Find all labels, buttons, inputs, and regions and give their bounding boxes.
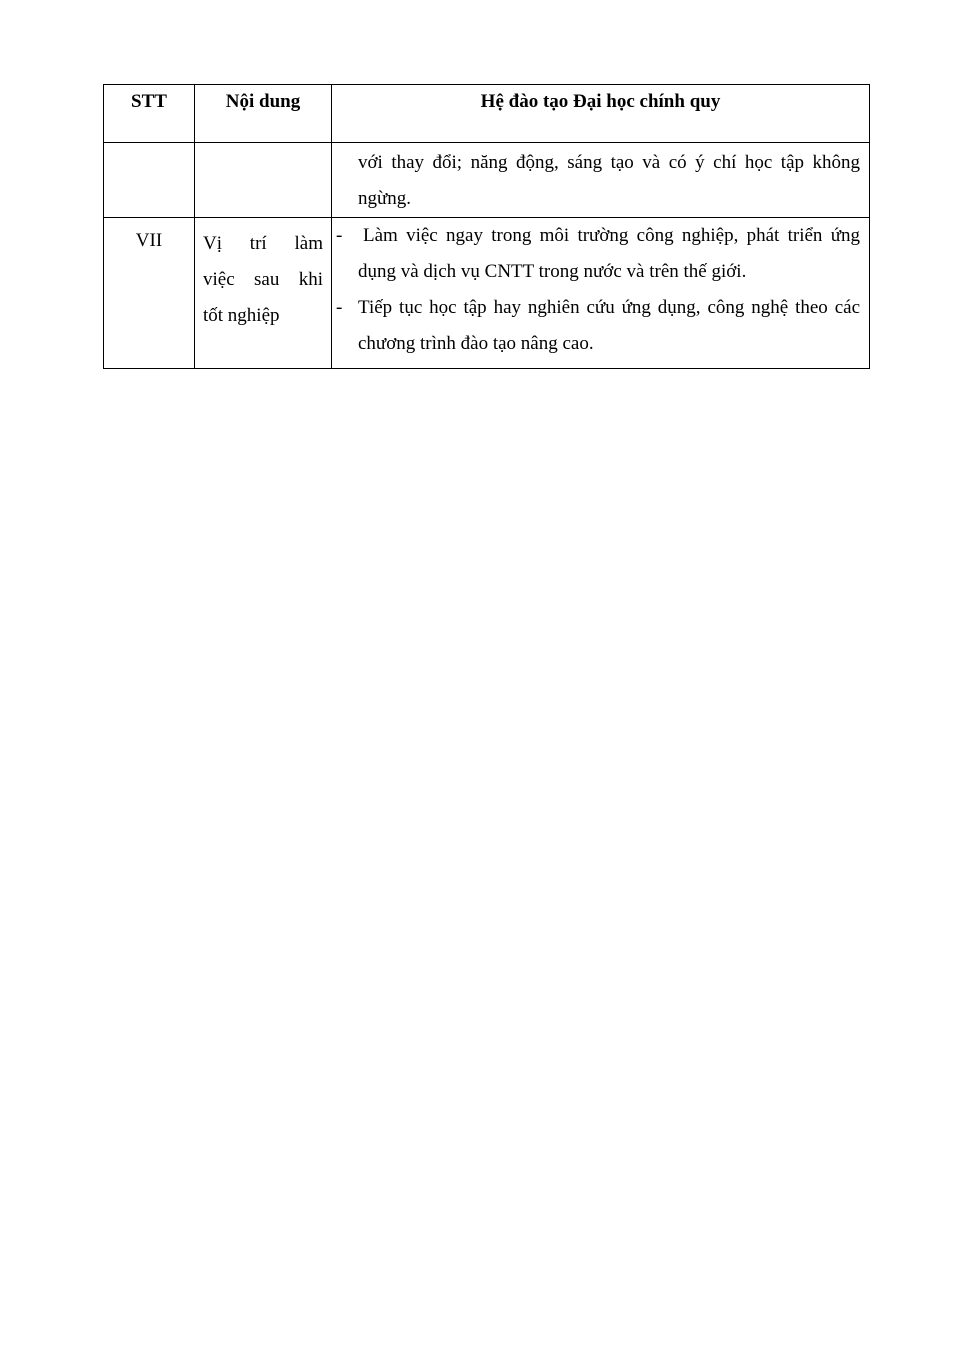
bullet-dash: -	[336, 225, 343, 246]
cell-he-dao-tao-vii	[332, 218, 870, 369]
bullet-item	[336, 218, 860, 290]
bullet-text: Làm việc ngay trong môi trường công nghiệp, phát triển ứng dụng và dịch vụ CNTT trong nước và trên thế giới.	[358, 225, 860, 282]
header-stt: STT	[104, 85, 195, 143]
noi-dung-word: Vị	[203, 233, 222, 254]
cell-continuation	[332, 143, 870, 218]
bullet-dash: -	[336, 297, 343, 318]
cell-stt-empty	[104, 143, 195, 218]
header-he-dao-tao: Hệ đào tạo Đại học chính quy	[332, 85, 870, 143]
noi-dung-word: làm	[294, 233, 323, 254]
table-header-row	[104, 85, 870, 143]
noi-dung-word: sau	[254, 269, 280, 290]
table-row-continuation	[104, 143, 870, 218]
bullet-text: Tiếp tục học tập hay nghiên cứu ứng dụng, công nghệ theo các chương trình đào tạo nâng cao.	[358, 297, 860, 354]
noi-dung-line-2	[203, 262, 323, 298]
header-noi-dung: Nội dung	[195, 85, 332, 143]
noi-dung-word: việc	[203, 269, 235, 290]
bullet-item	[336, 290, 860, 362]
continuation-text: với thay đổi; năng động, sáng tạo và có ý chí học tập không ngừng.	[358, 152, 860, 209]
cell-stt-vii: VII	[104, 218, 195, 369]
program-table	[103, 84, 870, 369]
cell-noi-dung-empty	[195, 143, 332, 218]
noi-dung-word: khi	[298, 269, 323, 290]
noi-dung-line-1	[203, 226, 323, 262]
noi-dung-line-3: tốt nghiệp	[203, 305, 280, 326]
cell-noi-dung-vii	[195, 218, 332, 369]
table-row-vii	[104, 218, 870, 369]
noi-dung-word: trí	[249, 233, 267, 254]
